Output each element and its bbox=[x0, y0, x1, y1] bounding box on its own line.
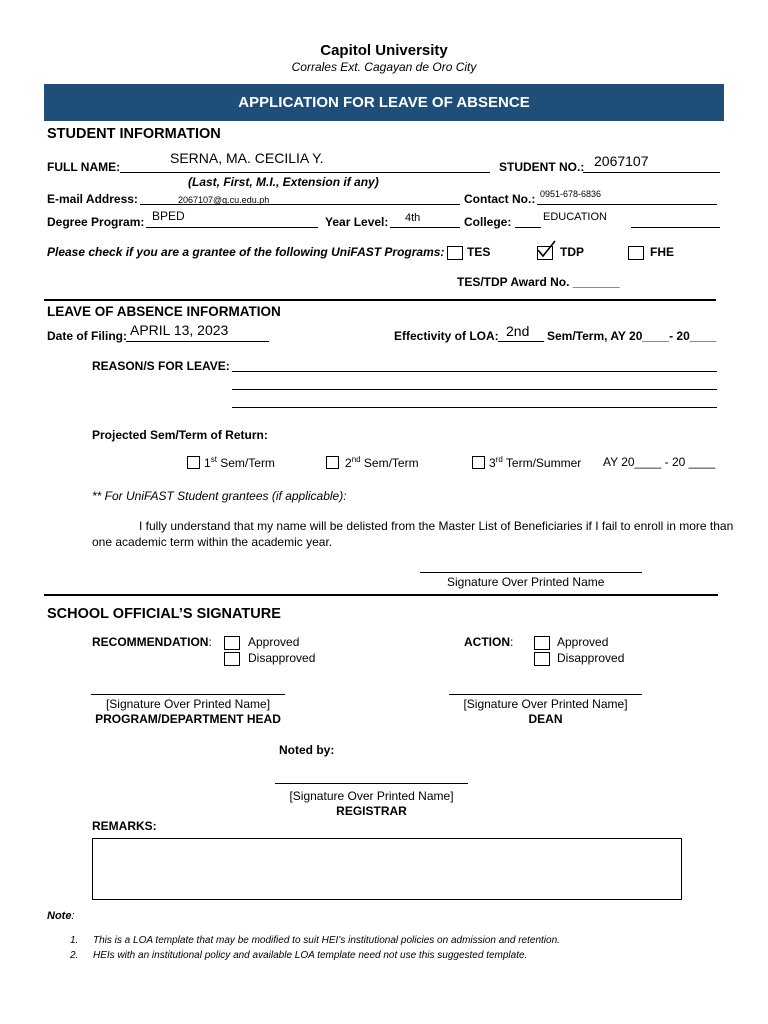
reason-line-2[interactable] bbox=[232, 389, 717, 390]
program-head-signature-line[interactable] bbox=[91, 694, 285, 695]
contact-value[interactable]: 0951-678-6836 bbox=[540, 189, 602, 199]
college-value[interactable]: EDUCATION bbox=[543, 211, 607, 223]
email-label: E-mail Address: bbox=[47, 192, 138, 206]
student-no-underline bbox=[583, 172, 720, 173]
university-address: Corrales Ext. Cagayan de Oro City bbox=[291, 60, 477, 74]
year-level-value[interactable]: 4th bbox=[405, 212, 421, 224]
dean-caption: [Signature Over Printed Name] bbox=[463, 697, 628, 711]
full-name-value[interactable]: SERNA, MA. CECILIA Y. bbox=[170, 150, 324, 166]
grantee-question: Please check if you are a grantee of the following UniFAST Programs: bbox=[47, 245, 445, 259]
reason-line-3[interactable] bbox=[232, 407, 717, 408]
remarks-box[interactable] bbox=[92, 838, 682, 900]
recommendation-label: RECOMMENDATION: bbox=[92, 635, 212, 649]
recommendation-disapproved-checkbox[interactable] bbox=[224, 652, 240, 666]
effectivity-label: Effectivity of LOA: bbox=[394, 329, 499, 343]
note-1-number: 1. bbox=[70, 935, 79, 946]
program-head-caption: [Signature Over Printed Name] bbox=[105, 697, 271, 711]
tes-checkbox[interactable] bbox=[447, 246, 463, 260]
date-filing-value[interactable]: APRIL 13, 2023 bbox=[130, 322, 229, 338]
return-2nd-checkbox[interactable] bbox=[326, 456, 339, 469]
year-level-label: Year Level: bbox=[325, 215, 389, 229]
student-no-label: STUDENT NO.: bbox=[499, 160, 585, 174]
action-disapproved-label: Disapproved bbox=[557, 651, 625, 665]
full-name-hint: (Last, First, M.I., Extension if any) bbox=[188, 175, 379, 189]
college-underline-2 bbox=[631, 227, 720, 228]
program-head-title: PROGRAM/DEPARTMENT HEAD bbox=[95, 712, 281, 726]
fhe-label: FHE bbox=[650, 245, 674, 259]
noted-by-label: Noted by: bbox=[279, 743, 335, 757]
return-1st-label: 1st Sem/Term bbox=[204, 455, 275, 470]
registrar-signature-line[interactable] bbox=[275, 783, 468, 784]
action-disapproved-checkbox[interactable] bbox=[534, 652, 550, 666]
date-filing-underline bbox=[126, 341, 269, 342]
student-signature-line[interactable] bbox=[420, 572, 642, 573]
return-3rd-label: 3rd Term/Summer bbox=[489, 455, 582, 470]
year-level-underline bbox=[390, 227, 460, 228]
dean-title: DEAN bbox=[528, 712, 563, 726]
unifast-note: ** For UniFAST Student grantees (if applicable): bbox=[92, 489, 347, 503]
full-name-underline bbox=[120, 172, 490, 173]
full-name-label: FULL NAME: bbox=[47, 160, 121, 174]
remarks-label: REMARKS: bbox=[92, 819, 157, 833]
action-approved-checkbox[interactable] bbox=[534, 636, 550, 650]
registrar-caption: [Signature Over Printed Name] bbox=[289, 789, 454, 803]
college-label: College: bbox=[464, 215, 512, 229]
note-1-text: This is a LOA template that may be modified to suit HEI’s institutional policies on admission and retention. bbox=[93, 935, 560, 946]
form-title-banner: APPLICATION FOR LEAVE OF ABSENCE bbox=[44, 84, 724, 121]
tdp-label: TDP bbox=[560, 245, 584, 259]
return-ay: AY 20____ - 20 ____ bbox=[603, 455, 716, 469]
student-no-value[interactable]: 2067107 bbox=[594, 153, 649, 169]
degree-value[interactable]: BPED bbox=[152, 209, 185, 223]
note-2-text: HEIs with an institutional policy and available LOA template need not use this suggested template. bbox=[93, 950, 528, 961]
declaration-line-2: one academic term within the academic year. bbox=[92, 535, 333, 549]
dean-signature-line[interactable] bbox=[449, 694, 642, 695]
note-2-number: 2. bbox=[70, 950, 79, 961]
university-name: Capitol University bbox=[320, 42, 448, 59]
registrar-title: REGISTRAR bbox=[336, 804, 407, 818]
student-signature-caption: Signature Over Printed Name bbox=[447, 575, 605, 589]
projected-return-label: Projected Sem/Term of Return: bbox=[92, 428, 268, 442]
return-1st-checkbox[interactable] bbox=[187, 456, 200, 469]
reason-label: REASON/S FOR LEAVE: bbox=[92, 359, 230, 373]
note-title: Note: bbox=[47, 910, 75, 922]
return-2nd-label: 2nd Sem/Term bbox=[345, 455, 419, 470]
recommendation-approved-checkbox[interactable] bbox=[224, 636, 240, 650]
student-info-heading: STUDENT INFORMATION bbox=[47, 126, 221, 142]
tdp-check-icon bbox=[535, 238, 557, 260]
loa-info-heading: LEAVE OF ABSENCE INFORMATION bbox=[47, 304, 281, 319]
tes-label: TES bbox=[467, 245, 491, 259]
declaration-line-1: I fully understand that my name will be delisted from the Master List of Beneficiaries if I fail to enroll in more than bbox=[139, 519, 734, 533]
action-label: ACTION: bbox=[464, 635, 514, 649]
recommendation-approved-label: Approved bbox=[248, 635, 300, 649]
effectivity-underline bbox=[498, 341, 544, 342]
action-approved-label: Approved bbox=[557, 635, 609, 649]
award-no-field[interactable]: TES/TDP Award No. _______ bbox=[457, 275, 620, 289]
effectivity-ay: Sem/Term, AY 20____- 20____ bbox=[547, 329, 717, 343]
recommendation-disapproved-label: Disapproved bbox=[248, 651, 316, 665]
school-official-heading: SCHOOL OFFICIAL’S SIGNATURE bbox=[47, 606, 281, 622]
degree-label: Degree Program: bbox=[47, 215, 145, 229]
contact-label: Contact No.: bbox=[464, 192, 536, 206]
email-value[interactable]: 2067107@g.cu.edu.ph bbox=[178, 195, 270, 205]
college-underline-1 bbox=[515, 227, 541, 228]
fhe-checkbox[interactable] bbox=[628, 246, 644, 260]
return-3rd-checkbox[interactable] bbox=[472, 456, 485, 469]
contact-underline bbox=[537, 204, 717, 205]
effectivity-value[interactable]: 2nd bbox=[506, 323, 530, 339]
degree-underline bbox=[146, 227, 318, 228]
section-divider-2 bbox=[44, 594, 718, 596]
section-divider bbox=[44, 299, 716, 301]
reason-line-1[interactable] bbox=[232, 371, 717, 372]
date-filing-label: Date of Filing: bbox=[47, 329, 127, 343]
